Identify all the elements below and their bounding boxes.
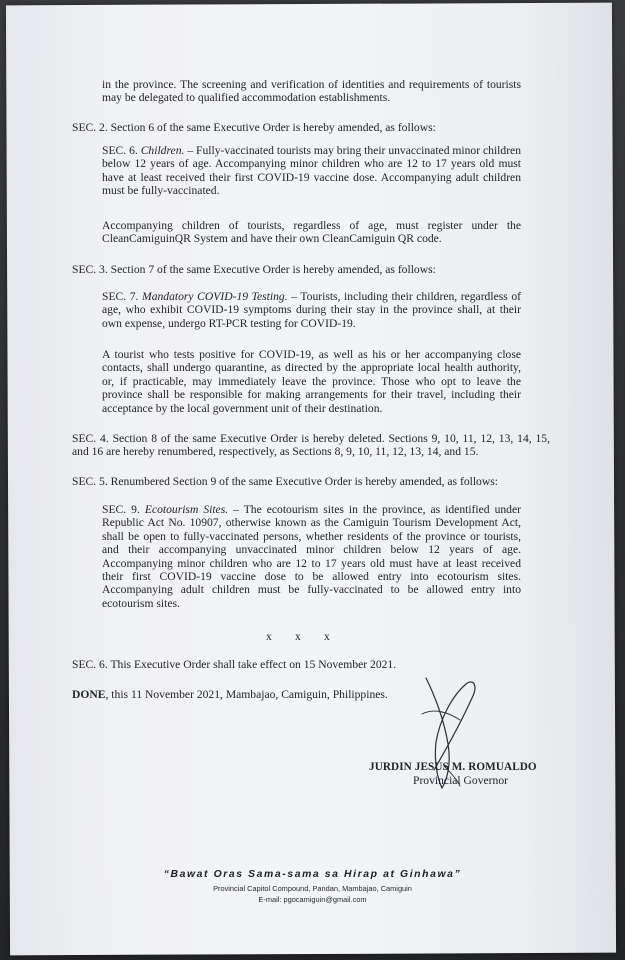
- signatory-name: JURDIN JESUS M. ROMUALDO: [369, 761, 537, 773]
- done-text: , this 11 November 2021, Mambajao, Camiguin, Philippines.: [105, 688, 388, 701]
- section-9-title: Ecotourism Sites.: [144, 503, 229, 516]
- section-6-effectivity: SEC. 6. This Executive Order shall take effect on 15 November 2021.: [72, 658, 397, 671]
- section-3-heading: SEC. 3. Section 7 of the same Executive Order is hereby amended, as follows:: [72, 263, 436, 276]
- section-7-quarantine: A tourist who tests positive for COVID-19, as well as his or her accompanying close contacts, shall undergo quarantine, as directed by the appropriate local health authority, or, if practicable, may immediately leave the province. Those who opt to leave the province shall be responsible for making arrangements for their travel, including their acceptance by the local government unit of their destination.: [102, 348, 521, 415]
- section-9-body: – The ecotourism sites in the province, as identified under Republic Act No. 10907, otherwise known as the Camiguin Tourism Development Act, shall be open to fully-vaccinated persons, whether residents of the province or tourists, and their accompanying unvaccinated minor children below 12 years of age. Accompanying minor children who are 12 to 17 years old must have at least received their first COVID-19 vaccine dose to be allowed entry into ecotourism sites. Accompanying adult children must be fully-vaccinated to be allowed entry into ecotourism sites.: [102, 503, 521, 610]
- section-6-children: [102, 144, 521, 198]
- signatory-title: Provincial Governor: [413, 774, 508, 787]
- paragraph-continuation: in the province. The screening and verification of identities and requirements of tourists may be delegated to qualified accommodation establishments.: [102, 78, 521, 105]
- section-7-lead: SEC. 7.: [102, 290, 139, 303]
- section-7-testing: [102, 290, 521, 330]
- section-5-heading: SEC. 5. Renumbered Section 9 of the same Executive Order is hereby amended, as follows:: [72, 475, 498, 488]
- section-6-body: – Fully-vaccinated tourists may bring their unvaccinated minor children below 12 years of age. Accompanying minor children who are 12 to 17 years old must have at least received their first COVID-19 vaccine dose. Accompanying adult children must be fully-vaccinated.: [102, 144, 521, 198]
- section-2-heading: SEC. 2. Section 6 of the same Executive Order is hereby amended, as follows:: [72, 121, 436, 134]
- section-7-body: – Tourists, including their children, regardless of age, who exhibit COVID-19 symptoms during their stay in the province shall, at their own expense, undergo RT-PCR testing for COVID-19.: [102, 290, 521, 330]
- footer-email: E-mail: pgocamiguin@gmail.com: [258, 895, 367, 904]
- section-9-lead: SEC. 9.: [102, 503, 140, 516]
- section-7-title: Mandatory COVID-19 Testing.: [142, 290, 288, 303]
- footer-motto: “Bawat Oras Sama-sama sa Hirap at Ginhawa”: [163, 869, 462, 880]
- section-6-lead: SEC. 6.: [102, 144, 138, 157]
- section-9-ecotourism: [102, 503, 521, 610]
- section-6-registration: Accompanying children of tourists, regardless of age, must register under the CleanCamiguinQR System and have their own CleanCamiguin QR code.: [102, 219, 521, 246]
- section-4: SEC. 4. Section 8 of the same Executive Order is hereby deleted. Sections 9, 10, 11, 12, 13, 14, 15, and 16 are hereby renumbered, respectively, as Sections 8, 9, 10, 11, 12, 13, 14, and 15.: [72, 432, 550, 459]
- omission-marks: x x x: [266, 630, 330, 643]
- section-6-title: Children.: [140, 144, 185, 157]
- done-label: DONE: [72, 688, 106, 701]
- footer-address: Provincial Capitol Compound, Pandan, Mambajao, Camiguin: [213, 884, 412, 893]
